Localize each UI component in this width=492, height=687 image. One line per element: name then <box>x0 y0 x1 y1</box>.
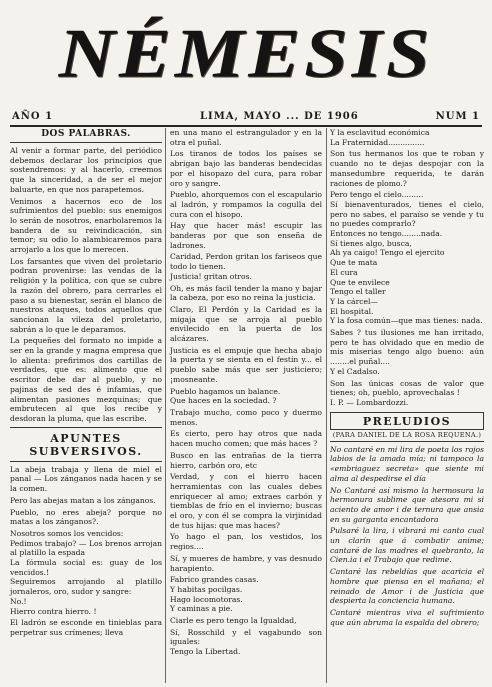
paragraph: Venimos a hacernos eco de los sufrimientos del pueblo: sus enemigos lo serán de nosotros, enarbolaremos la bandera de su reivindicación, sin temor; su odio lo alambicaremos para arrojarlo a los que lo merecen. <box>10 196 165 255</box>
masthead <box>0 8 492 98</box>
paragraph: Trabajo mucho, como poco y duermo menos. <box>170 407 325 427</box>
poem-title-preludios: PRELUDIOS <box>330 412 484 430</box>
paragraph: Sí, Rosschild y el vagabundo son iguales: Tengo la Libertad. <box>170 627 322 657</box>
section-rule <box>10 427 162 428</box>
paragraph: Son tus hermanos los que te roban y cuando no te dejas despojar con la mansedumbre requerida, te darán raciones de plomo.? <box>330 149 487 188</box>
column-middle <box>170 128 325 683</box>
column-right <box>330 128 487 683</box>
paragraph: La abeja trabaja y llena de miel el panal — Los zánganos nada hacen y se la comen. <box>10 464 165 494</box>
paragraph: Nosotros somos los vencidos: Pedimos trabajo? — Los brenos arrojan al platillo la espada La fórmula social es: guay de los vencidos.! Seguiremos arrojando al platillo jornaleros, oro, sudor y sangre: No.! Hierro contra hierro. ! <box>10 528 162 616</box>
article-heading-dos-palabras: DOS PALABRAS. <box>41 129 131 139</box>
paragraph: Justicia es el empuje que hecha abajo la puerta y se sienta en el festín y... el pueblo sabe más que ser justiciero; ¡mosneante. <box>170 345 325 384</box>
paragraph: Pero las abejas matan a los zánganos. <box>10 495 156 505</box>
poem-stanza: Cantaré las rebeldías que acaricia el hombre que piensa en el mañana; el reinado de Amor i de Justicia que despierta la conciencia humana. <box>330 567 487 606</box>
poem-stanza: Cantaré mientras viva el sufrimiento que aún abruma la espalda del obrero; <box>330 607 487 627</box>
paragraph: Caridad, Perdon gritan los fariseos que todo lo tienen. Justicia! gritan otros. <box>170 252 322 281</box>
paragraph: Pero tengo el cielo......... Sí bienaventurados, tienes el cielo, pero no sabes, el paraíso se vende y tu no puedes comprarlo? Entonces no tengo........nada. Sí tienes algo, busca, Ah ya caigo! Tengo el ejercito Que te mata El cura Que te envilece Tengo el taller Y la cárcel— El hospital. Y la fosa común—que mas tienes: nada. <box>330 190 484 326</box>
issue-year: AÑO 1 <box>12 111 54 122</box>
paragraph: Sabes ? tus ilusiones me han irritado, pero te has olvidado que en medio de mis miserias tengo algo bueno: aún ........el puñal.... Y el Cadalso. <box>330 328 484 376</box>
paragraph: Al venir a formar parte, del periódico debemos declarar los principios que sostendremos: y al hacerlo, creemos que la sinceridad, a de ser el mejor baluarte, en que nos parapetemos. <box>10 146 165 194</box>
masthead-title: NÉMESIS <box>58 13 434 92</box>
paragraph: Hay que hacer más! escupir las banderas por que son enseña de ladrones. <box>170 221 325 250</box>
paragraph: Y la esclavitud económica La Fraternidad............... <box>330 128 430 147</box>
paragraph: Pueblo hagamos un balance. Que haces en la sociedad. ? <box>170 386 281 406</box>
paragraph: El ladrón se esconde en tinieblas para perpetrar sus crímenes; lleva <box>10 618 165 637</box>
paragraph: Los tiranos de todos los países se abrigan bajo las banderas bendecidas por el hisopazo del cura, para robar oro y sangre. <box>170 149 325 188</box>
paragraph: Yo hago el pan, los vestidos, los regios.... <box>170 532 325 552</box>
paragraph: Verdad, y con el hierro hacen herramientas con las cuales debes enriquecer al amo; extraes carbón y tiemblas de frío en el invierno; buscas el oro, y con él se compra la virjinidad de tus hijas: que mas haces? <box>170 472 325 530</box>
heading-rule <box>10 461 162 462</box>
column-divider <box>326 128 327 683</box>
paragraph: Los farsantes que viven del proletario podran provenirse: las vendas de la religión y la política, con que se cubre la razón del obrero, para cerrarles el paso a su bienestar, serán el blanco de nuestros ataques, todos aquellos que sancionan la vileza del proletario, sabrán a lo que le deparamos. <box>10 256 165 334</box>
article-heading-apuntes: APUNTES SUBVERSIVOS. <box>29 431 143 458</box>
poem-dedication: (PARA DANIEL DE LA ROSA REQUENA.) <box>330 431 484 442</box>
paragraph: Pueblo, ahorquemos con el escapulario al ladrón, y rompamos la cogulla del cura con el hisopo. <box>170 190 325 219</box>
paragraph: Pueblo, no eres abeja? porque no matas a los zánganos?. <box>10 507 165 527</box>
dateline <box>10 111 482 127</box>
paragraph: La pequeñes del formato no impide a ser en la grande y magna empresa que lo alienta: prefirimos dos cartillas de verdades, que es: alimento que el escritor debe dar al pueblo, y no pajinas de sed des é infamias, que alimentan pasiones mezquinas; que embrutecen al que los recibe y desdoran la pluma, que las escribe. <box>10 336 165 423</box>
paragraph: Fabrico grandes casas. Y habitas pocilgas. Hago locomotoras. Y caminas a pie. <box>170 575 259 614</box>
poem-stanza: No cantaré en mi lira de poeta los rojos labios de la amada mía; ni tampoco la «embriaguez secreta» que siente mi alma al despedirse el día <box>330 444 487 483</box>
paragraph: Sí, y mueres de hambre, y vas desnudo harapiento. <box>170 553 325 573</box>
paragraph: Busco en las entrañas de la tierra hierro, carbón oro, etc <box>170 450 325 470</box>
poem-stanza: Pulsaré la lira, i vibrará mi canto cual un clarín que á combatir anime; cantaré de las madres el quebranto, la Cien.ia i el Trabajo que redime. <box>330 526 487 565</box>
column-left <box>10 128 165 683</box>
issue-number: NUM 1 <box>435 111 480 122</box>
paragraph: Oh, es más facil tender la mano y bajar la cabeza, por eso no reina la justicia. <box>170 283 325 303</box>
heading-rule <box>10 142 162 143</box>
poem-stanza: No Cantaré así mismo la hermosura la hermonura sublime que atesora mi si aciento de amor i de ternura que ansia en su garganta encantadora <box>330 485 487 524</box>
paragraph: en una mano el estrangulador y en la otra el puñal. <box>170 128 325 147</box>
paragraph: Es cierto, pero hay otros que nada hacen mucho comen; que más haces ? <box>170 429 325 449</box>
paragraph: Ciarle es pero tengo la Igualdad, <box>170 616 297 626</box>
paragraph: Son las únicas cosas de valor que tienes; oh, pueblo, aprovechalas ! I. P. — Lombardozzi. <box>330 378 484 407</box>
paragraph: Claro, El Perdón y la Caridad es la migaja que se arroja al pueblo envilecido en la puerta de los alcázares. <box>170 304 325 344</box>
issue-date: LIMA, MAYO ... DE 1906 <box>200 111 359 122</box>
column-divider <box>165 128 166 683</box>
